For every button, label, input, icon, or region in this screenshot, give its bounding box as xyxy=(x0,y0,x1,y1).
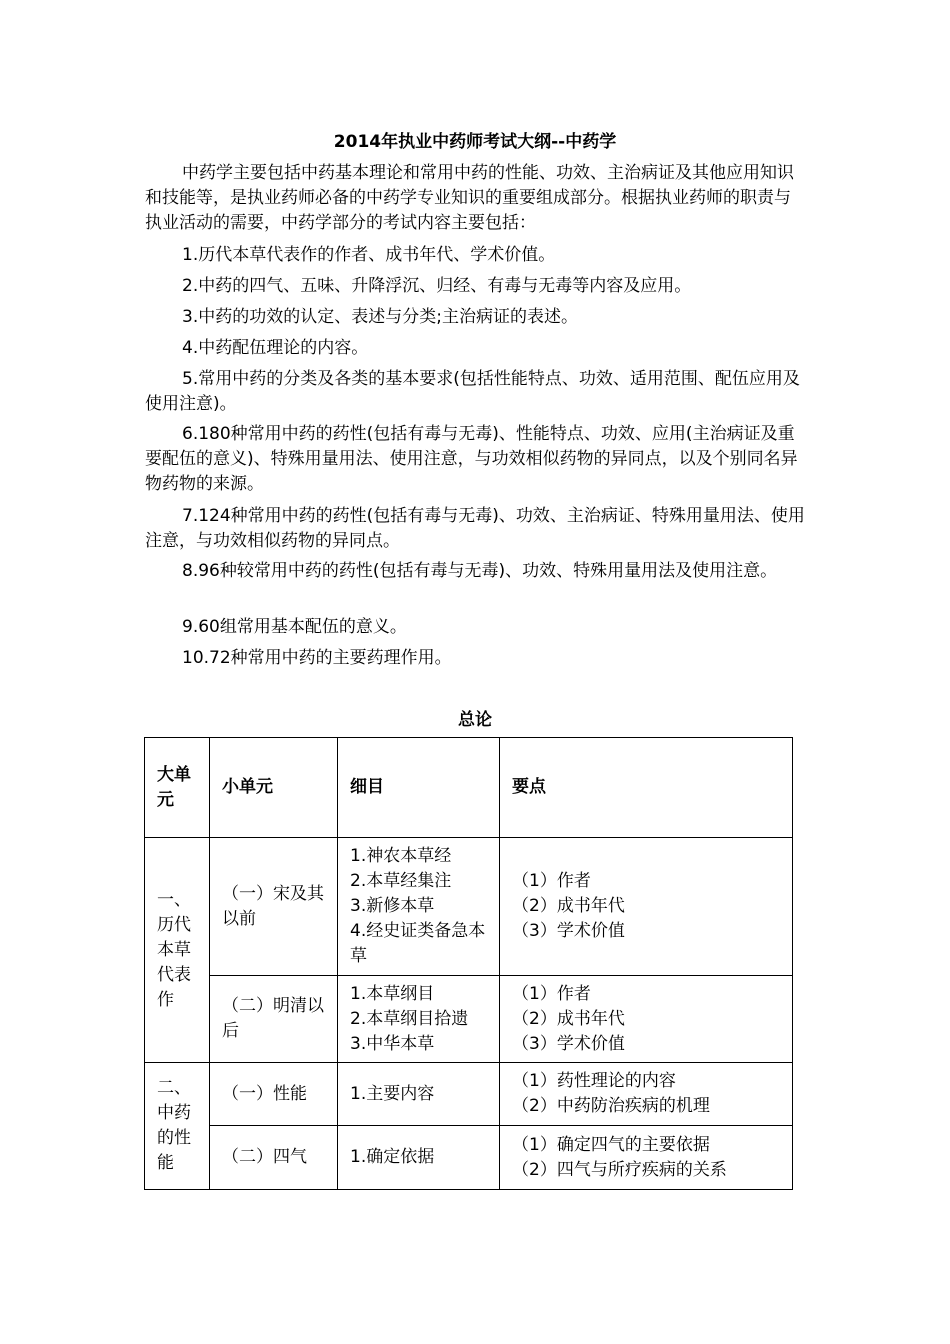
detail-cell xyxy=(338,838,500,976)
detail-line: 1.神农本草经 xyxy=(350,846,452,866)
list-item: 8.96种较常用中药的药性(包括有毒与无毒)、功效、特殊用量用法及使用注意。 xyxy=(182,561,778,581)
detail-line: 4.经史证类备急本草 xyxy=(350,921,486,966)
minor-unit-cell: （一）性能 xyxy=(210,1063,338,1126)
point-line: （2）中药防治疾病的机理 xyxy=(512,1096,710,1116)
list-item: 9.60组常用基本配伍的意义。 xyxy=(182,617,407,637)
point-line: （1）作者 xyxy=(512,871,591,891)
point-line: （1）药性理论的内容 xyxy=(512,1071,676,1091)
points-cell xyxy=(500,1126,793,1190)
detail-line: 2.本草经集注 xyxy=(350,871,452,891)
list-item: 5.常用中药的分类及各类的基本要求(包括性能特点、功效、适用范围、配伍应用及使用注意)。 xyxy=(145,369,800,414)
list-item: 7.124种常用中药的药性(包括有毒与无毒)、功效、主治病证、特殊用量用法、使用注意，与功效相似药物的异同点。 xyxy=(145,506,805,551)
minor-unit-cell: （二）四气 xyxy=(210,1126,338,1190)
point-line: （2）成书年代 xyxy=(512,1008,625,1029)
detail-line: 1.确定依据 xyxy=(350,1147,435,1167)
detail-cell xyxy=(338,976,500,1063)
point-line: （2）四气与所疗疾病的关系 xyxy=(512,1159,727,1180)
points-cell xyxy=(500,1063,793,1126)
list-item: 6.180种常用中药的药性(包括有毒与无毒)、性能特点、功效、应用(主治病证及重要配伍的意义)、特殊用量用法、使用注意，与功效相似药物的异同点，以及个别同名异物药物的来源。 xyxy=(145,424,798,494)
detail-line: 3.新修本草 xyxy=(350,896,435,916)
list-item: 1.历代本草代表作的作者、成书年代、学术价值。 xyxy=(182,245,556,265)
table-row xyxy=(145,838,793,976)
detail-line: 3.中华本草 xyxy=(350,1033,435,1054)
point-line: （2）成书年代 xyxy=(512,896,625,916)
point-line: （1）作者 xyxy=(512,983,591,1004)
points-cell xyxy=(500,976,793,1063)
header-cell-major-unit: 大单元 xyxy=(145,738,210,838)
points-cell xyxy=(500,838,793,976)
outline-table xyxy=(144,737,793,1190)
point-line: （1）确定四气的主要依据 xyxy=(512,1134,710,1155)
section-title: 总论 xyxy=(458,710,492,730)
major-unit-cell: 一、历代本草代表作 xyxy=(145,838,210,1063)
major-unit-cell: 二、中药的性能 xyxy=(145,1063,210,1190)
document-title: 2014年执业中药师考试大纲--中药学 xyxy=(333,132,617,152)
list-item: 10.72种常用中药的主要药理作用。 xyxy=(182,648,452,668)
detail-cell xyxy=(338,1126,500,1190)
table-header-row xyxy=(145,738,793,838)
detail-cell xyxy=(338,1063,500,1126)
point-line: （3）学术价值 xyxy=(512,1033,625,1054)
header-cell-key-points: 要点 xyxy=(500,738,793,838)
table-row xyxy=(145,1063,793,1126)
detail-line: 1.本草纲目 xyxy=(350,983,435,1004)
detail-line: 2.本草纲目拾遗 xyxy=(350,1008,469,1029)
table-row xyxy=(145,976,793,1063)
list-item: 2.中药的四气、五味、升降浮沉、归经、有毒与无毒等内容及应用。 xyxy=(182,276,692,296)
header-cell-minor-unit: 小单元 xyxy=(210,738,338,838)
table-row xyxy=(145,1126,793,1190)
intro-paragraph: 中药学主要包括中药基本理论和常用中药的性能、功效、主治病证及其他应用知识和技能等，是执业药师必备的中药学专业知识的重要组成部分。根据执业药师的职责与执业活动的需要，中药学部分的考试内容主要包括： xyxy=(145,163,794,233)
minor-unit-cell: （二）明清以后 xyxy=(210,976,338,1063)
list-item: 3.中药的功效的认定、表述与分类;主治病证的表述。 xyxy=(182,307,578,327)
point-line: （3）学术价值 xyxy=(512,921,625,941)
list-item: 4.中药配伍理论的内容。 xyxy=(182,338,369,358)
minor-unit-cell: （一）宋及其以前 xyxy=(210,838,338,976)
header-cell-detail: 细目 xyxy=(338,738,500,838)
detail-line: 1.主要内容 xyxy=(350,1083,435,1104)
